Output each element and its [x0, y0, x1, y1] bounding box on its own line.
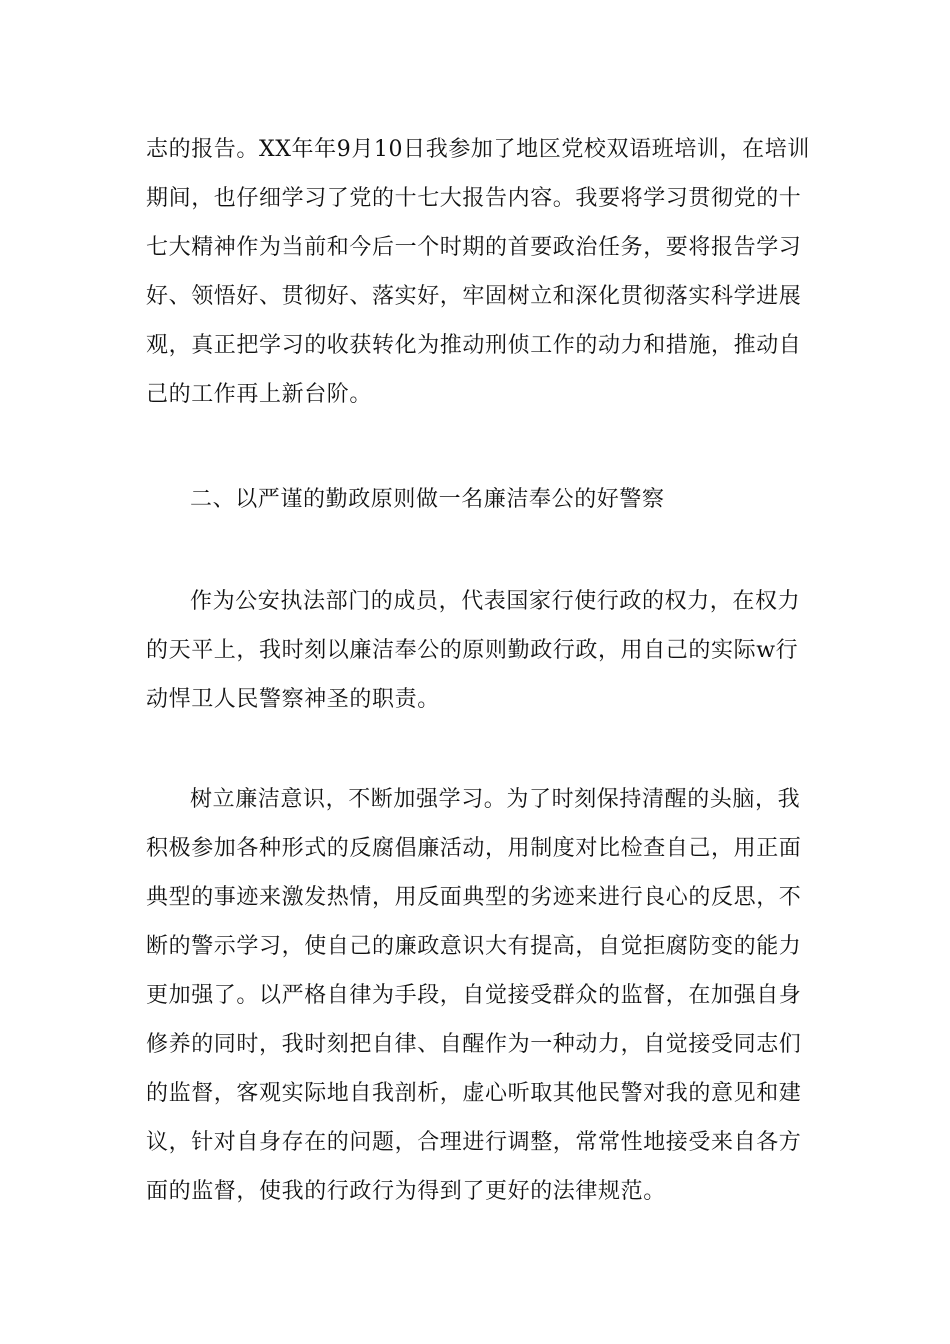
paragraph-3-line-4: 断的警示学习，使自己的廉政意识大有提高，自觉拒腐防变的能力 [146, 934, 802, 959]
paragraph-3-line-6: 修养的同时，我时刻把自律、自醒作为一种动力，自觉接受同志们 [146, 1032, 802, 1057]
paragraph-1-line-1: 志的报告。XX年年9月10日我参加了地区党校双语班培训，在培训 [146, 137, 810, 162]
paragraph-3-line-5: 更加强了。以严格自律为手段，自觉接受群众的监督，在加强自身 [146, 983, 802, 1008]
paragraph-1-line-5: 观，真正把学习的收获转化为推动刑侦工作的动力和措施，推动自 [146, 333, 802, 358]
paragraph-2-line-2: 的天平上，我时刻以廉洁奉公的原则勤政行政，用自己的实际w行 [146, 638, 799, 663]
paragraph-3-line-2: 积极参加各种形式的反腐倡廉活动，用制度对比检查自己，用正面 [146, 836, 802, 861]
paragraph-3-line-8: 议，针对自身存在的问题，合理进行调整，常常性地接受来自各方 [146, 1130, 802, 1155]
section-heading: 二、以严谨的勤政原则做一名廉洁奉公的好警察 [190, 487, 665, 512]
paragraph-3-line-9: 面的监督，使我的行政行为得到了更好的法律规范。 [146, 1179, 666, 1204]
paragraph-1-line-4: 好、领悟好、贯彻好、落实好，牢固树立和深化贯彻落实科学进展 [146, 284, 802, 309]
paragraph-2-line-3: 动悍卫人民警察神圣的职责。 [146, 687, 440, 712]
paragraph-3-line-7: 的监督，客观实际地自我剖析，虚心听取其他民警对我的意见和建 [146, 1081, 802, 1106]
paragraph-2-line-1: 作为公安执法部门的成员，代表国家行使行政的权力，在权力 [190, 589, 801, 614]
paragraph-3-line-1: 树立廉洁意识，不断加强学习。为了时刻保持清醒的头脑，我 [190, 787, 801, 812]
paragraph-1-line-2: 期间，也仔细学习了党的十七大报告内容。我要将学习贯彻党的十 [146, 186, 802, 211]
paragraph-1-line-6: 己的工作再上新台阶。 [146, 382, 373, 407]
paragraph-3-line-3: 典型的事迹来激发热情，用反面典型的劣迹来进行良心的反思，不 [146, 885, 802, 910]
paragraph-1-line-3: 七大精神作为当前和今后一个时期的首要政治任务，要将报告学习 [146, 235, 802, 260]
